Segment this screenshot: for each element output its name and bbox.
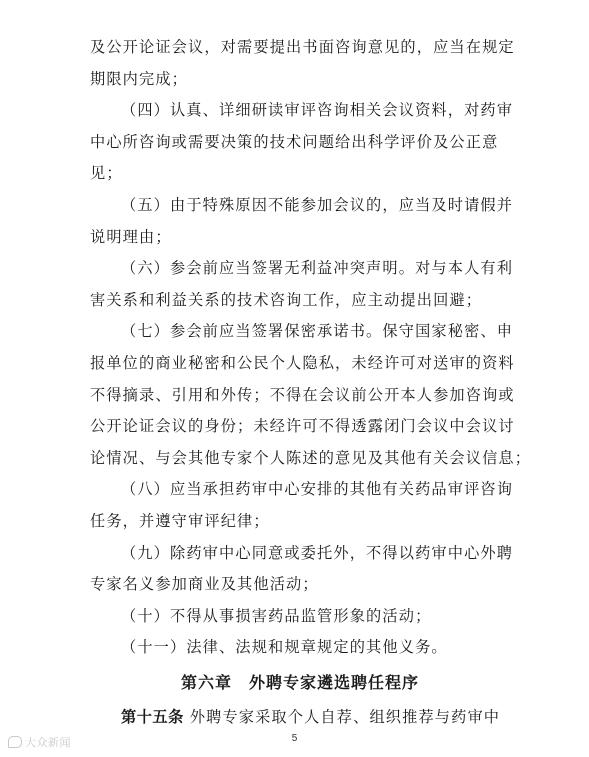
text-line: 公开论证会议的身份；未经许可不得透露闭门会议中会议讨 — [90, 417, 515, 436]
text-line: （六）参会前应当签署无利益冲突声明。对与本人有利 — [121, 259, 514, 278]
page-number: 5 — [291, 733, 298, 744]
text-line: 说明理由； — [90, 227, 172, 246]
text-line: 不得摘录、引用和外传；不得在会议前公开本人参加咨询或 — [90, 385, 515, 404]
text-line: 及公开论证会议，对需要提出书面咨询意见的，应当在规定 — [90, 38, 515, 56]
document-body — [90, 32, 532, 734]
text-line: （七）参会前应当签署保密承诺书。保守国家秘密、申 — [121, 322, 514, 341]
text-line: （四）认真、详细研读审评咨询相关会议资料，对药审 — [121, 101, 514, 120]
text-line: 报单位的商业秘密和公民个人隐私，未经许可对送审的资料 — [90, 353, 515, 372]
paragraph-lines — [90, 32, 532, 664]
text-line: （九）除药审中心同意或委托外，不得以药审中心外聘 — [121, 543, 514, 562]
text-line: （十）不得从事损害药品监管形象的活动； — [121, 606, 432, 625]
article-first-line — [90, 700, 510, 734]
article-text: 外聘专家采取个人自荐、组织推荐与药审中 — [189, 707, 501, 726]
text-line: 害关系和利益关系的技术咨询工作，应主动提出回避； — [90, 290, 483, 309]
text-line: 期限内完成； — [90, 69, 189, 88]
text-line: 任务，并遵守审评纪律； — [90, 511, 270, 530]
text-line: 专家名义参加商业及其他活动； — [90, 575, 319, 594]
text-line: （十一）法律、法规和规章规定的其他义务。 — [121, 638, 448, 657]
article-number: 第十五条 — [121, 707, 184, 726]
text-line: 见； — [90, 164, 123, 183]
text-line: （八）应当承担药审中心安排的其他有关药品审评咨询 — [121, 480, 514, 499]
text-line: 论情况、与会其他专家个人陈述的意见及其他有关会议信息； — [90, 448, 532, 467]
text-line: （五）由于特殊原因不能参加会议的，应当及时请假并 — [121, 195, 514, 214]
watermark-text: 大众新闻 — [25, 736, 71, 749]
text-line: 中心所咨询或需要决策的技术问题给出科学评价及公正意 — [90, 132, 499, 151]
chapter-heading: 第六章 外聘专家遴选聘任程序 — [180, 672, 419, 692]
